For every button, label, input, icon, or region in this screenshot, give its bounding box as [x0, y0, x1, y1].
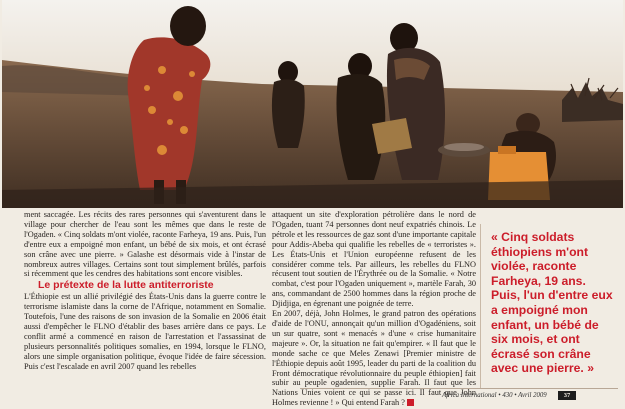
article-column-2	[272, 210, 476, 408]
pull-quote-box	[480, 224, 617, 388]
paragraph: attaquent un site d'exploration pétrolière dans le nord de l'Ogaden, tuant 74 personnes dont neuf expatriés chinois. Le pétrole et les ressources de gaz sont d'une importante capitale pour Addis-Abeba qui qualifie les rebelles de « terroristes ». Les États-Unis et l'Union européenne refusent de les considérer comme tels. Par ailleurs, les rebelles du FLNO récusent tout soutien de l'Érythrée ou de la Somalie. « Notre combat, c'est pour l'Ogaden uniquement », martèle Farah, 30 ans, commandant de 2500 hommes dans la région proche de Djidjiga, en égrenant une poignée de terre.	[272, 210, 476, 309]
paragraph: L'Éthiopie est un allié privilégié des États-Unis dans la guerre contre le terrorisme islamiste dans la corne de l'Afrique, notamment en Somalie. Toutefois, l'une des raisons de son invasion de la Somalie en 2006 était aussi d'empêcher le FLNO d'établir des bases arrière dans ce pays. Le conflit armé a commencé en raison de l'arrestation et l'assassinat de plusieurs personnalités politiques somalies, en 1994, lorsque le FLNO, alors une simple organisation politique, évoque l'idée de faire sécession. Puis c'est l'escalade en avril 2007 quand les rebelles	[24, 292, 266, 371]
page-footer	[300, 388, 618, 403]
article-photo	[2, 0, 623, 208]
paragraph-text: En 2007, déjà, John Holmes, le grand patron des opérations d'aide de l'ONU, annonçait qu'un million d'Ogadéniens, soit un sur quatre, sont « menacés » d'une « crise humanitaire majeure ». Or, la situation ne fait qu'empirer. « Il faut que le monde sache ce que Meles Zenawi [Premier ministre de l'Éthiopie depuis août 1995, leader du parti de la coalition du Front démocratique révolutionnaire du peuple éthiopien] fait subir au peuple ogadenien, supplie Farah. Il faut que les Nations Unies voient ce qui se passe ici. Il faut que John Holmes revienne ! » Qui entend Farah ?	[272, 309, 476, 408]
paragraph: ment saccagée. Les récits des rares personnes qui s'aventurent dans le village pour chercher de l'eau sont les mêmes que dans le reste de l'Ogaden. « Cinq soldats m'ont violée, raconte Farheya, 19 ans. Puis, l'un d'entre eux a empoigné mon enfant, un bébé de six mois, et ont écrasé son crâne avec une pierre. » Galashe est désormais vide à l'instar de nombreux autres villages. Certains sont tout simplement brûlés, parfois si récemment que les cendres des habitations sont encore visibles.	[24, 210, 266, 279]
article-subheading: Le prétexte de la lutte antiterroriste	[38, 279, 214, 292]
page-number: 37	[558, 391, 576, 400]
photo-illustration	[2, 0, 623, 208]
publication-info: Africa International • 430 • Avril 2009	[442, 392, 547, 399]
article-column-1	[24, 210, 266, 372]
pull-quote: « Cinq soldats éthiopiens m'ont violée, raconte Farheya, 19 ans. Puis, l'un d'entre eux a empoigné mon enfant, un bébé de six mois, et ont écrasé son crâne avec une pierre. »	[491, 230, 613, 376]
